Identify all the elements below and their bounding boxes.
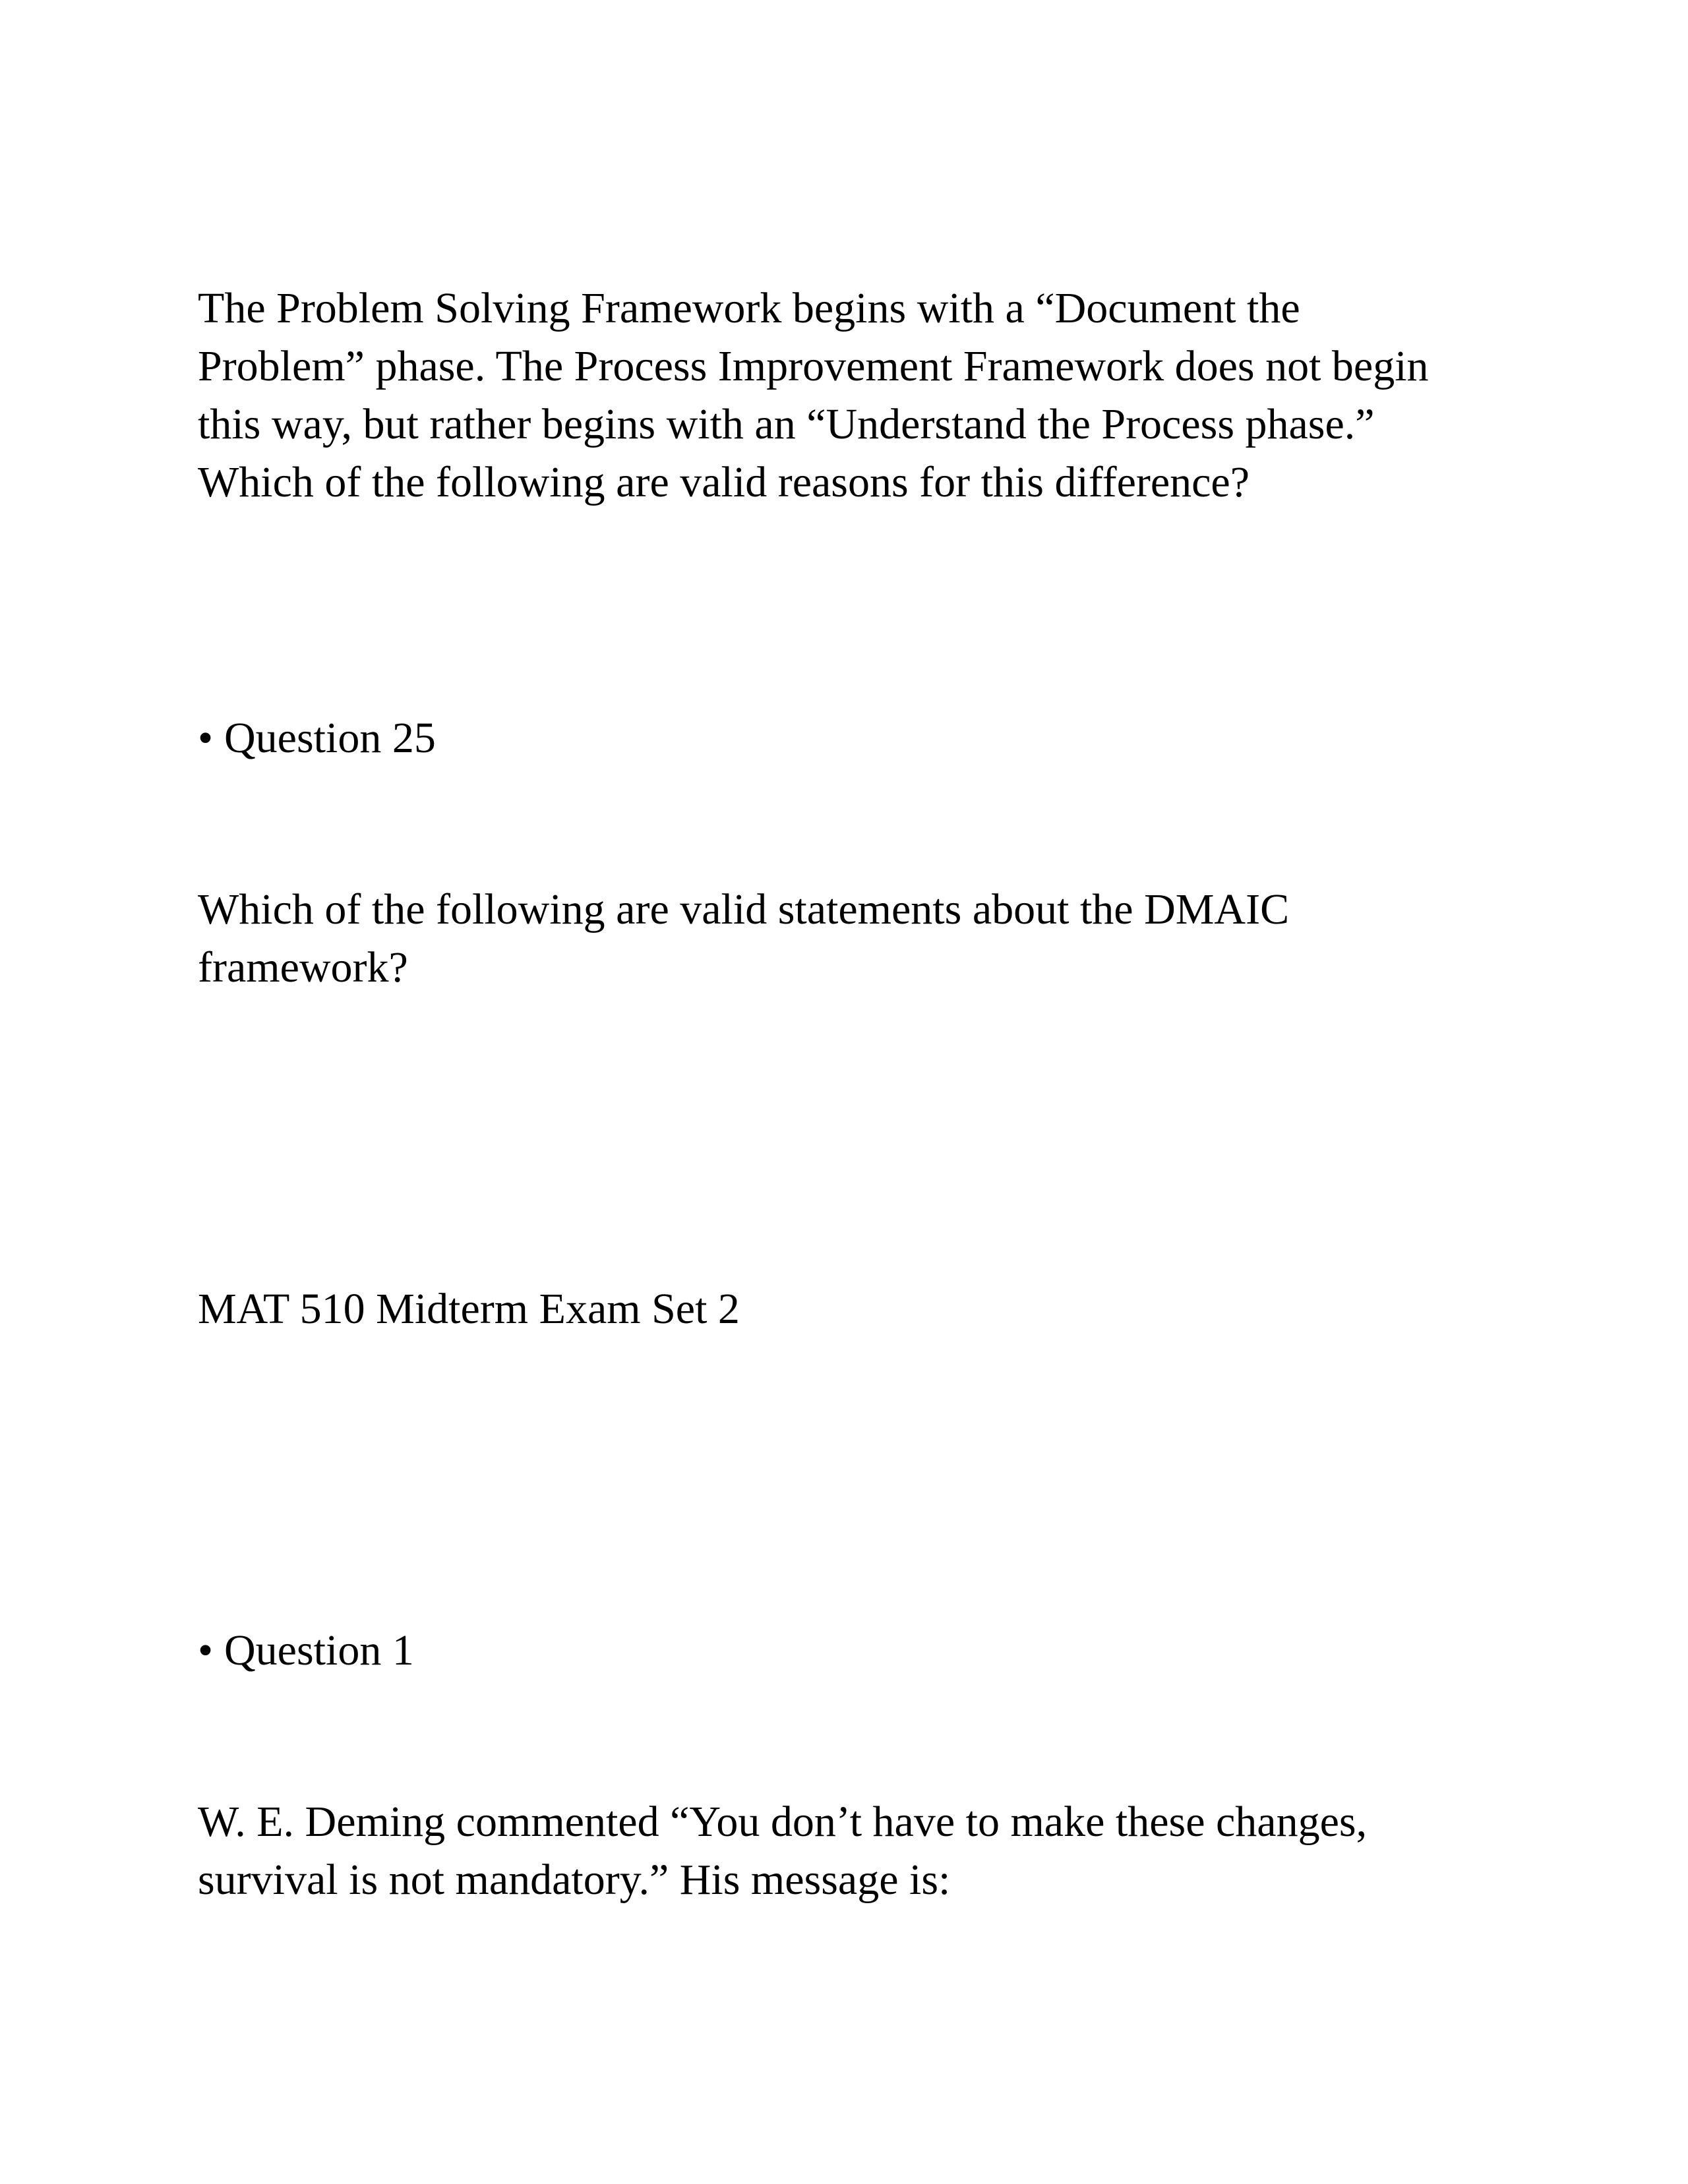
paragraph-dmaic-question [198,881,1517,997]
paragraph-deming-question [198,1793,1517,1909]
paragraph-line: Which of the following are valid statements about the DMAIC [198,885,1290,933]
exam-title-text: MAT 510 Midterm Exam Set 2 [198,1285,740,1333]
paragraph-line: this way, but rather begins with an “Understand the Process phase.” [198,400,1375,448]
paragraph-problem-solving-framework [198,280,1517,512]
paragraph-line: W. E. Deming commented “You don’t have to make these changes, [198,1798,1368,1846]
question-1-heading [198,1622,1517,1680]
paragraph-line: framework? [198,943,408,991]
question-label: Question 1 [224,1626,414,1674]
paragraph-line: Which of the following are valid reasons for this difference? [198,458,1250,506]
paragraph-line: Problem” phase. The Process Improvement Framework does not begin [198,342,1429,390]
bullet-icon: • [198,714,214,762]
paragraph-line: survival is not mandatory.” His message is: [198,1856,951,1904]
question-label: Question 25 [224,714,436,762]
paragraph-line: The Problem Solving Framework begins with a “Document the [198,284,1300,332]
exam-set-title [198,1280,1517,1338]
bullet-icon: • [198,1626,214,1674]
question-25-heading [198,709,1517,767]
